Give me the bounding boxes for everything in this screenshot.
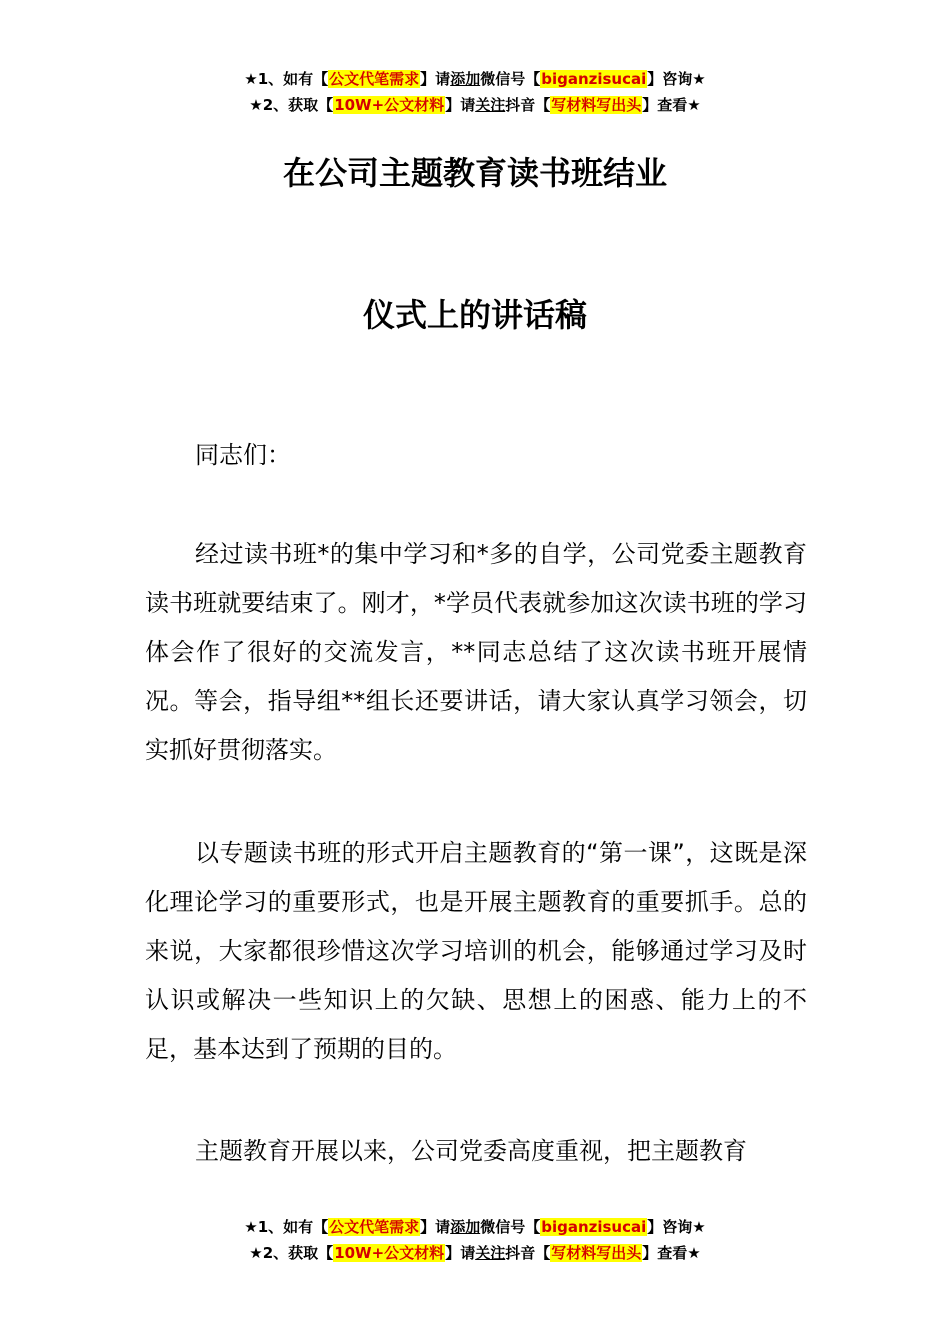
document-title-line-1: 在公司主题教育读书班结业 bbox=[282, 154, 667, 192]
highlight-douyin-account: 写材料写出头 bbox=[551, 96, 642, 114]
banner-line-2: ★2、获取【10W+公文材料】请关注抖音【写材料写出头】查看★ bbox=[249, 1244, 701, 1262]
emphasis-follow: 关注 bbox=[475, 1244, 506, 1262]
paragraph-2: 以专题读书班的形式开启主题教育的“第一课”，这既是深化理论学习的重要形式，也是开展主题教育的重要抓手。总的来说，大家都很珍惜这次学习培训的机会，能够通过学习及时认识或解决一些知识上的欠缺、思想上的困惑、能力上的不足，基本达到了预期的目的。 bbox=[145, 839, 807, 1063]
banner-line-1: ★1、如有【公文代笔需求】请添加微信号【biganzisucai】咨询★ bbox=[244, 70, 706, 88]
banner-line-2: ★2、获取【10W+公文材料】请关注抖音【写材料写出头】查看★ bbox=[249, 96, 701, 114]
emphasis-follow: 关注 bbox=[475, 96, 506, 114]
highlight-service: 公文代笔需求 bbox=[329, 1218, 420, 1236]
salutation: 同志们： bbox=[195, 441, 291, 469]
document-title-line-2: 仪式上的讲话稿 bbox=[362, 296, 587, 334]
highlight-douyin-account: 写材料写出头 bbox=[551, 1244, 642, 1262]
highlight-wechat-id: biganzisucai bbox=[541, 1218, 647, 1236]
header-banner bbox=[0, 66, 950, 118]
footer-banner bbox=[0, 1214, 950, 1266]
highlight-materials: 10W+公文材料 bbox=[334, 96, 445, 114]
paragraph-1: 经过读书班*的集中学习和*多的自学，公司党委主题教育读书班就要结束了。刚才，*学员代表就参加这次读书班的学习体会作了很好的交流发言，**同志总结了这次读书班开展情况。等会，指导组**组长还要讲话，请大家认真学习领会，切实抓好贯彻落实。 bbox=[145, 540, 807, 764]
emphasis-add: 添加 bbox=[450, 70, 481, 88]
banner-line-1: ★1、如有【公文代笔需求】请添加微信号【biganzisucai】咨询★ bbox=[244, 1218, 706, 1236]
paragraph-3: 主题教育开展以来，公司党委高度重视，把主题教育 bbox=[195, 1137, 747, 1165]
highlight-materials: 10W+公文材料 bbox=[334, 1244, 445, 1262]
emphasis-add: 添加 bbox=[450, 1218, 481, 1236]
highlight-wechat-id: biganzisucai bbox=[541, 70, 647, 88]
highlight-service: 公文代笔需求 bbox=[329, 70, 420, 88]
